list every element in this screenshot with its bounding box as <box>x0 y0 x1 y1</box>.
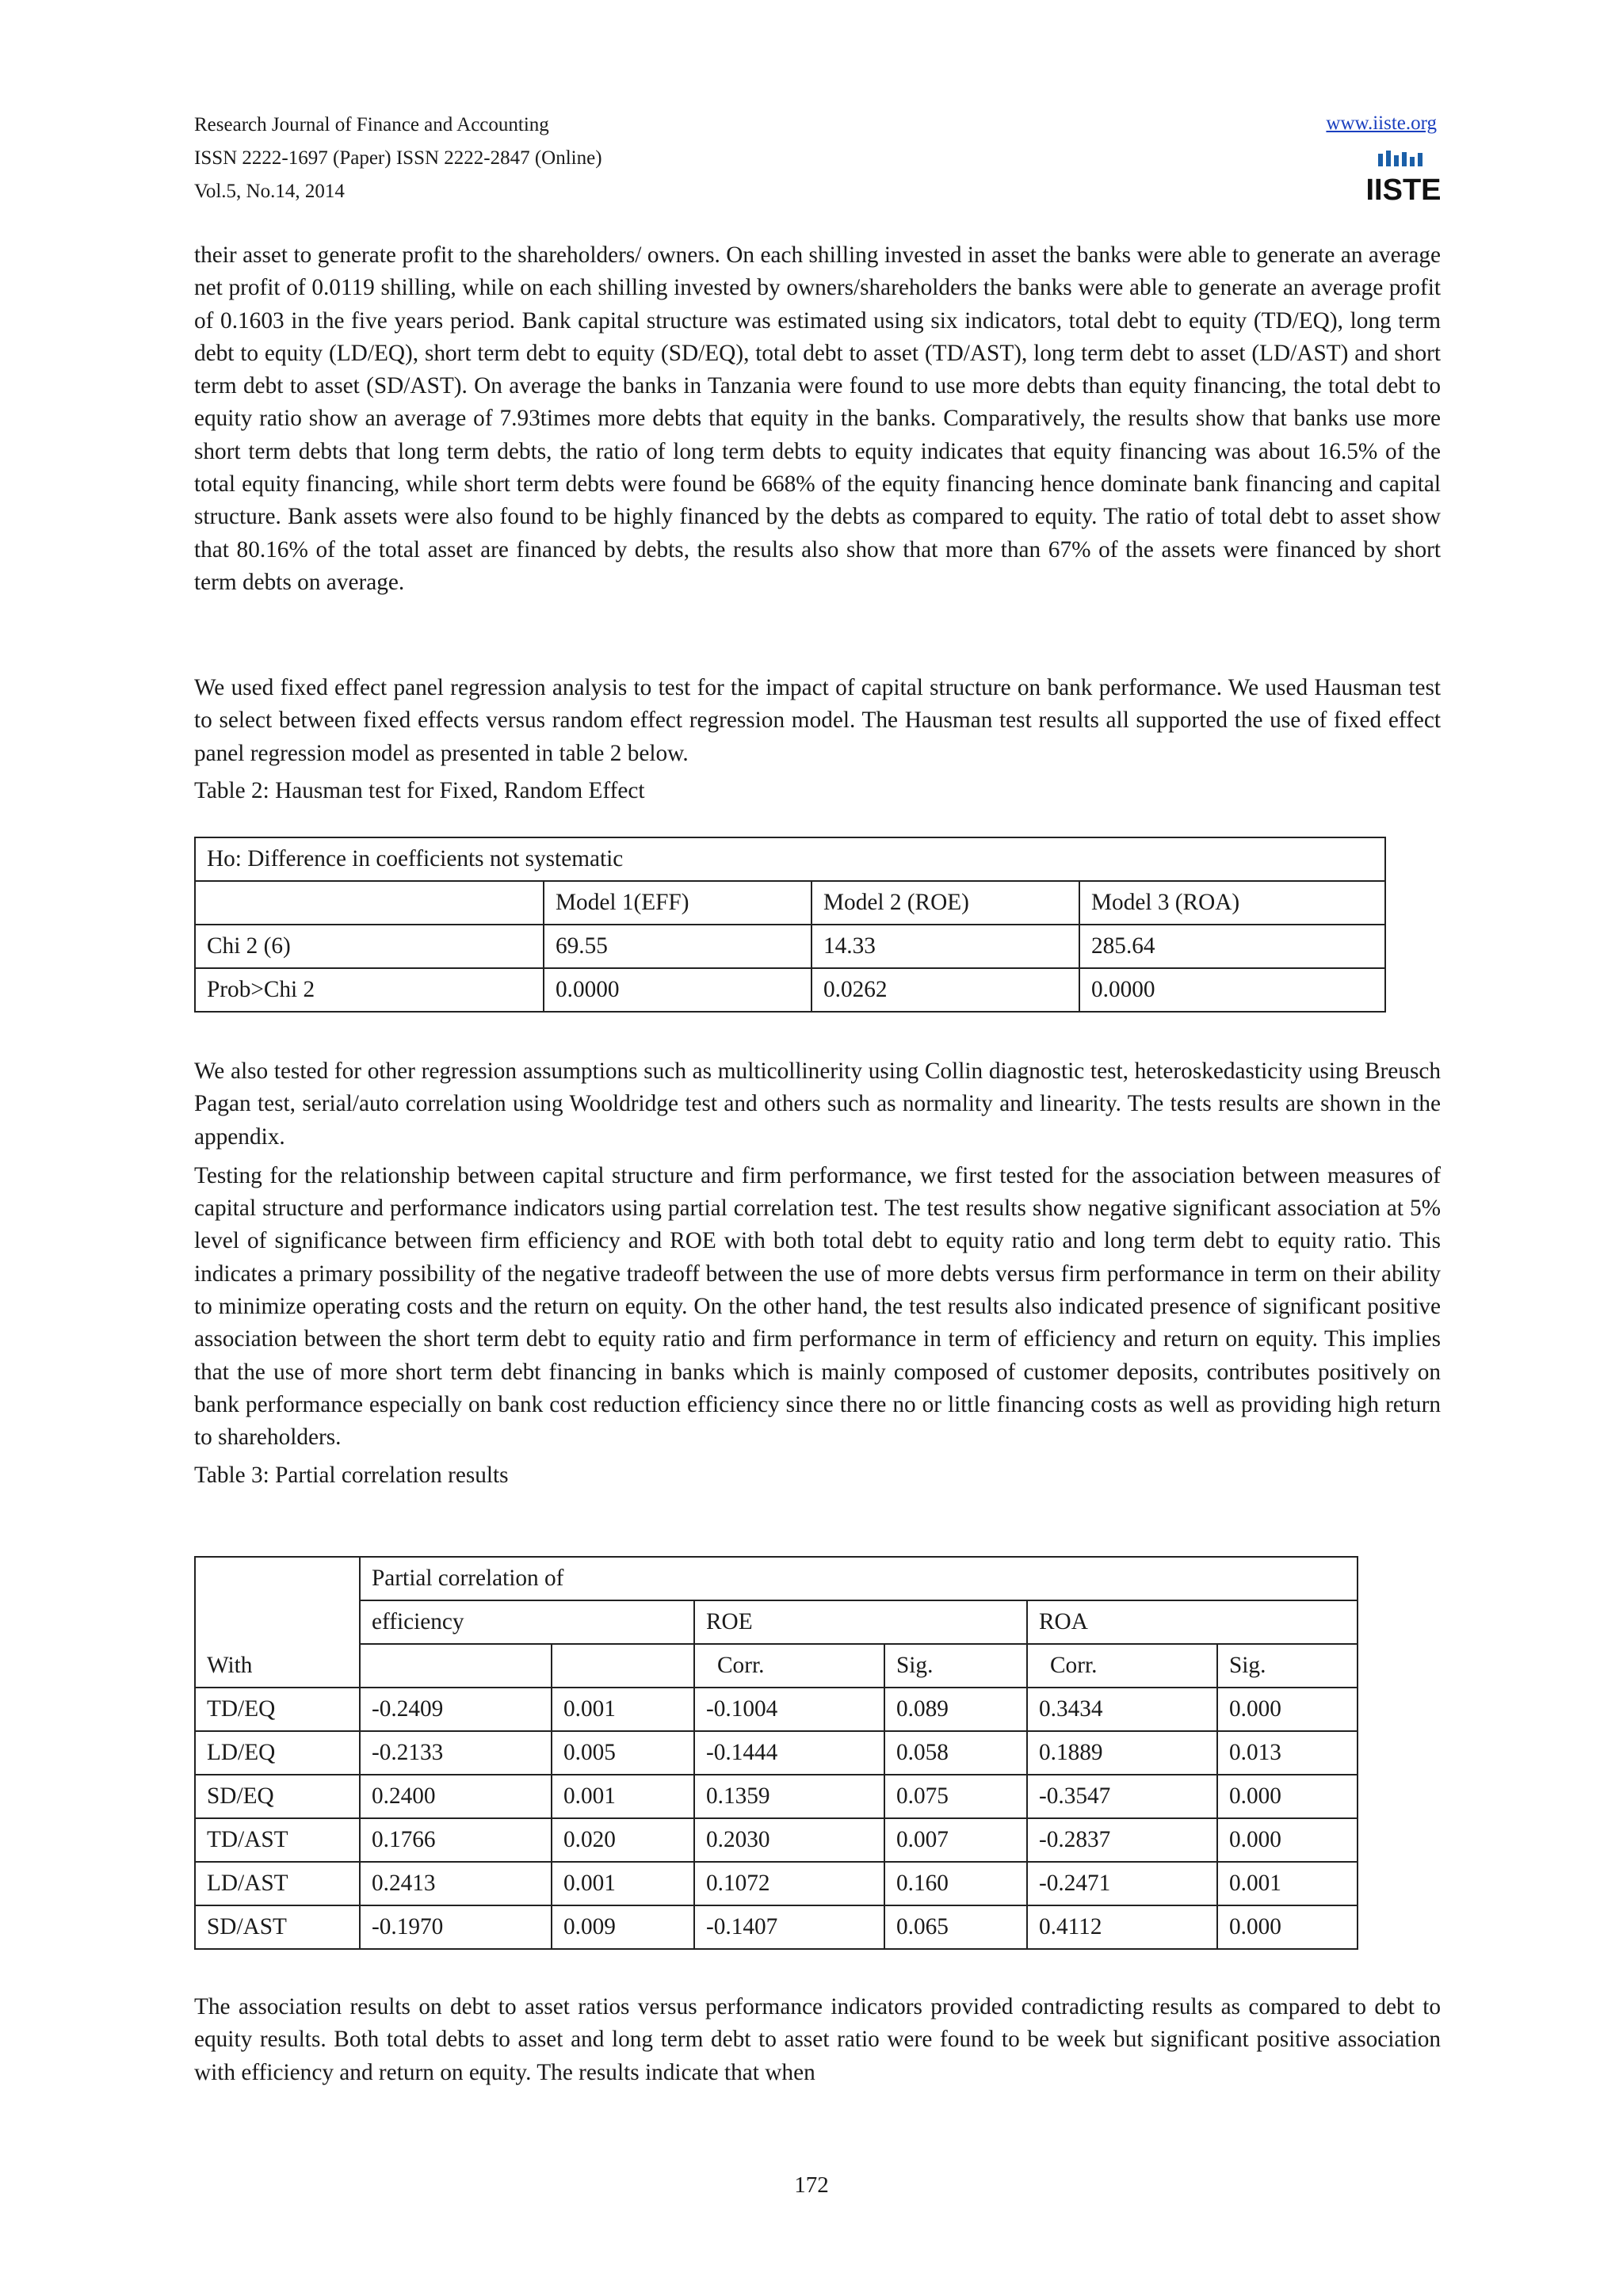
row-label-cell: SD/EQ <box>195 1775 360 1818</box>
table-cell: -0.2837 <box>1027 1818 1217 1862</box>
subheader-cell: Corr. <box>694 1644 884 1688</box>
table-row <box>195 1862 1358 1905</box>
table-row <box>195 1905 1358 1949</box>
table-header-row <box>195 1644 1358 1688</box>
table-cell: 0.013 <box>1217 1731 1358 1775</box>
paragraph-1: their asset to generate profit to the shareholders/ owners. On each shilling invested in asset the banks were able to generate an average net profit of 0.0119 shilling, while on each shilling invested by owners/shareholders the banks were able to generate an average profit of 0.1603 in the five years period. Bank capital structure was estimated using six indicators, total debt to equity (TD/EQ), long term debt to equity (LD/EQ), short term debt to equity (SD/EQ), total debt to asset (TD/AST), long term debt to asset (LD/AST) and short term debt to asset (SD/AST). On average the banks in Tanzania were found to use more debts than equity financing, the total debt to equity ratio show an average of 7.93times more debts that equity in the banks. Comparatively, the results show that banks use more short term debts that long term debts, the ratio of long term debts to equity indicates that equity financing was about 16.5% of the total equity financing, while short term debts were found be 668% of the equity financing hence dominate bank financing and capital structure. Bank assets were also found to be highly financed by the debts as compared to equity. The ratio of total debt to asset show that 80.16% of the total asset are financed by debts, the results also show that more than 67% of the assets were financed by short term debts on average. <box>194 242 1441 595</box>
group-header-roa: ROA <box>1027 1600 1358 1644</box>
row-label-cell: TD/EQ <box>195 1688 360 1731</box>
table-cell: 0.0262 <box>812 968 1079 1012</box>
table-cell: 0.058 <box>884 1731 1027 1775</box>
header-cell: Model 3 (ROA) <box>1079 881 1385 925</box>
journal-title: Research Journal of Finance and Accounting <box>194 114 549 135</box>
hypothesis-cell: Ho: Difference in coefficients not systematic <box>195 837 1385 881</box>
table-cell: 0.000 <box>1217 1818 1358 1862</box>
issn-line: ISSN 2222-1697 (Paper) ISSN 2222-2847 (Online) <box>194 147 602 169</box>
journal-website-link[interactable]: www.iiste.org <box>1326 113 1437 134</box>
table-cell: 0.0000 <box>544 968 812 1012</box>
header-cell: Model 1(EFF) <box>544 881 812 925</box>
table3-body <box>195 1688 1358 1949</box>
table-cell: 0.065 <box>884 1905 1027 1949</box>
table-row <box>195 968 1385 1012</box>
table-cell: 0.001 <box>1217 1862 1358 1905</box>
table-cell: 0.2030 <box>694 1818 884 1862</box>
table-cell: -0.1970 <box>360 1905 552 1949</box>
table-cell: 0.001 <box>552 1688 694 1731</box>
table-header-row <box>195 1600 1358 1644</box>
table-cell: 285.64 <box>1079 925 1385 968</box>
row-label-cell: SD/AST <box>195 1905 360 1949</box>
subheader-cell: Sig. <box>884 1644 1027 1688</box>
paragraph-2: We used fixed effect panel regression analysis to test for the impact of capital structure on bank performance. We used Hausman test to select between fixed effects versus random effect regression model. The Hausman test results all supported the use of fixed effect panel regression model as presented in table 2 below. <box>194 675 1441 766</box>
table-cell: Prob>Chi 2 <box>195 968 544 1012</box>
table-cell: -0.2133 <box>360 1731 552 1775</box>
table-cell: 0.020 <box>552 1818 694 1862</box>
table-cell: 0.001 <box>552 1775 694 1818</box>
header-cell <box>195 881 544 925</box>
paragraph-4: Testing for the relationship between capital structure and firm performance, we first tested for the association between measures of capital structure and performance indicators using partial correlation test. The test results show negative significant association at 5% level of significance between firm efficiency and ROE with both total debt to equity ratio and long term debt to equity ratio. This indicates a primary possibility of the negative tradeoff between the use of more debts versus firm performance in term on their ability to minimize operating costs and the return on equity. On the other hand, the test results also indicated presence of significant positive association between the short term debt to equity ratio and firm performance in term of efficiency and return on equity. This implies that the use of more short term debt financing in banks which is mainly composed of customer deposits, contributes positively on bank performance especially on bank cost reduction efficiency since there no or little financing costs as well as providing high return to shareholders. <box>194 1162 1441 1451</box>
table-row <box>195 1731 1358 1775</box>
table-cell: 0.1889 <box>1027 1731 1217 1775</box>
table-cell: -0.1407 <box>694 1905 884 1949</box>
table-cell: 69.55 <box>544 925 812 968</box>
page-header <box>194 113 1442 212</box>
article-body <box>194 239 1441 807</box>
table-row <box>195 1688 1358 1731</box>
table-cell: -0.1004 <box>694 1688 884 1731</box>
table-cell: 0.089 <box>884 1688 1027 1731</box>
article-body-end <box>194 1991 1441 2089</box>
empty-cell <box>195 1600 360 1644</box>
logo-text: IISTE <box>1365 174 1442 207</box>
table-cell: -0.1444 <box>694 1731 884 1775</box>
article-body-middle <box>194 1055 1441 1492</box>
table-header-row <box>195 1557 1358 1600</box>
table-cell: 0.4112 <box>1027 1905 1217 1949</box>
table-cell: -0.3547 <box>1027 1775 1217 1818</box>
group-header-efficiency: efficiency <box>360 1600 694 1644</box>
header-cell: Model 2 (ROE) <box>812 881 1079 925</box>
volume-line: Vol.5, No.14, 2014 <box>194 181 345 202</box>
table-cell: 0.075 <box>884 1775 1027 1818</box>
table-cell: -0.2409 <box>360 1688 552 1731</box>
table-cell: 14.33 <box>812 925 1079 968</box>
row-label-cell: LD/AST <box>195 1862 360 1905</box>
table-cell: 0.2413 <box>360 1862 552 1905</box>
group-header-roe: ROE <box>694 1600 1027 1644</box>
table-cell: 0.160 <box>884 1862 1027 1905</box>
table-cell: 0.009 <box>552 1905 694 1949</box>
table-cell: 0.2400 <box>360 1775 552 1818</box>
page-number: 172 <box>794 2172 829 2198</box>
table-row <box>195 1818 1358 1862</box>
table-cell: 0.005 <box>552 1731 694 1775</box>
table-cell: 0.000 <box>1217 1905 1358 1949</box>
empty-cell <box>195 1557 360 1600</box>
subheader-cell <box>552 1644 694 1688</box>
table-row <box>195 837 1385 881</box>
table2-caption: Table 2: Hausman test for Fixed, Random Effect <box>194 777 645 803</box>
subheader-cell: Corr. <box>1027 1644 1217 1688</box>
with-label-cell: With <box>195 1644 360 1688</box>
table-header-row <box>195 881 1385 925</box>
table-cell: 0.1766 <box>360 1818 552 1862</box>
paragraph-5: The association results on debt to asset ratios versus performance indicators provided contradicting results as compared to debt to equity results. Both total debts to asset and long term debt to asset ratio were found to be week but significant positive association with efficiency and return on equity. The results indicate that when <box>194 1994 1441 2085</box>
table-cell: 0.1359 <box>694 1775 884 1818</box>
table3-caption: Table 3: Partial correlation results <box>194 1462 509 1488</box>
row-label-cell: TD/AST <box>195 1818 360 1862</box>
table-cell: 0.000 <box>1217 1688 1358 1731</box>
table-cell: 0.0000 <box>1079 968 1385 1012</box>
subheader-cell: Sig. <box>1217 1644 1358 1688</box>
partial-correlation-label: Partial correlation of <box>360 1557 1358 1600</box>
table-cell: 0.1072 <box>694 1862 884 1905</box>
paragraph-3: We also tested for other regression assumptions such as multicollinerity using Collin diagnostic test, heteroskedasticity using Breusch Pagan test, serial/auto correlation using Wooldridge test and others such as normality and linearity. The tests results are shown in the appendix. <box>194 1058 1441 1150</box>
table-row <box>195 1775 1358 1818</box>
table-cell: -0.2471 <box>1027 1862 1217 1905</box>
table-cell: 0.007 <box>884 1818 1027 1862</box>
iiste-logo-icon <box>1365 151 1442 207</box>
table-cell: 0.001 <box>552 1862 694 1905</box>
partial-correlation-table <box>194 1556 1358 1950</box>
table-cell: Chi 2 (6) <box>195 925 544 968</box>
subheader-cell <box>360 1644 552 1688</box>
hausman-test-table <box>194 837 1386 1013</box>
table-cell: 0.3434 <box>1027 1688 1217 1731</box>
row-label-cell: LD/EQ <box>195 1731 360 1775</box>
table-row <box>195 925 1385 968</box>
table-cell: 0.000 <box>1217 1775 1358 1818</box>
